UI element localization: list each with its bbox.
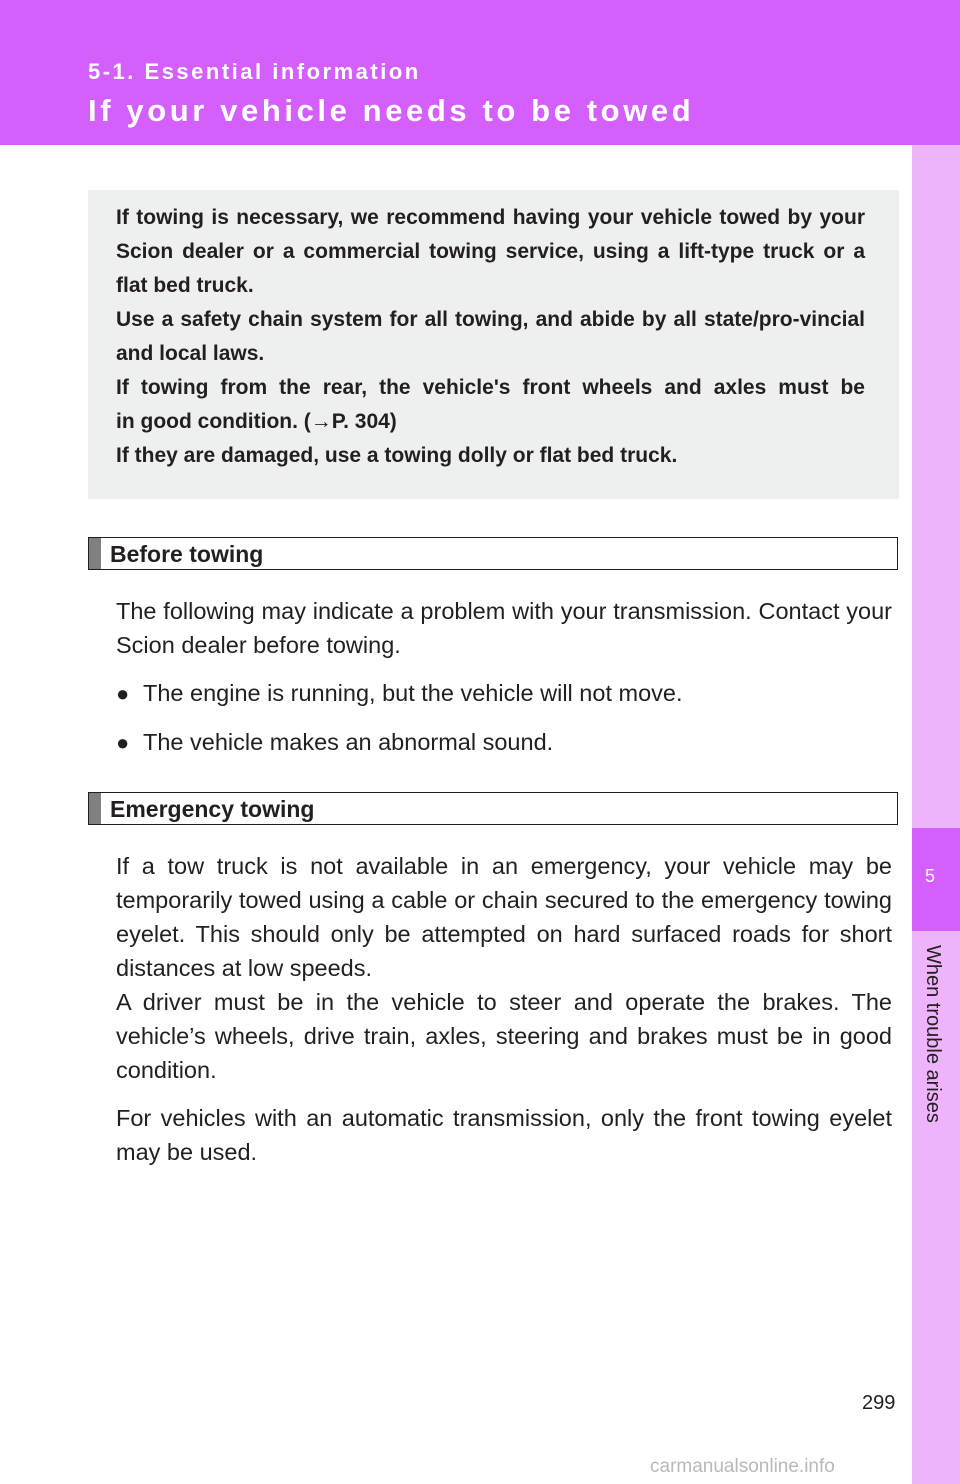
emergency-towing-text bbox=[116, 849, 892, 1169]
section-heading-before-towing bbox=[88, 537, 898, 570]
list-item-text: The vehicle makes an abnormal sound. bbox=[143, 729, 554, 755]
body-paragraph: For vehicles with an automatic transmission, only the front towing eyelet may be used. bbox=[116, 1105, 892, 1165]
arrow-icon: → bbox=[310, 410, 332, 433]
section-label: 5-1. Essential information bbox=[88, 59, 421, 84]
body-paragraph: A driver must be in the vehicle to steer and operate the brakes. The vehicle’s wheels, drive train, axles, steering and brakes must be in good condition. bbox=[116, 989, 892, 1083]
chapter-tab[interactable] bbox=[912, 828, 960, 931]
chapter-sidebar bbox=[912, 145, 960, 1484]
info-reference-line bbox=[116, 405, 865, 439]
heading-text: Before towing bbox=[110, 541, 264, 567]
info-paragraph: If towing is necessary, we recommend having your vehicle towed by your Scion dealer or a commercial towing service, using a lift-type truck or a flat bed truck. bbox=[116, 206, 865, 297]
page-number: 299 bbox=[862, 1392, 896, 1414]
section-heading-emergency-towing bbox=[88, 792, 898, 825]
info-paragraph: Use a safety chain system for all towing, and abide by all state/pro-vincial and local laws. bbox=[116, 308, 865, 365]
page-reference-link[interactable]: P. 304) bbox=[331, 410, 397, 433]
info-box-text bbox=[116, 201, 865, 473]
info-paragraph: If towing from the rear, the vehicle's front wheels and axles must be bbox=[116, 376, 865, 399]
bullet-icon: ● bbox=[116, 681, 130, 706]
chapter-title: When trouble arises bbox=[922, 945, 944, 1123]
watermark: carmanualsonline.info bbox=[650, 1456, 835, 1477]
heading-bar bbox=[89, 793, 101, 824]
list-item bbox=[116, 676, 683, 711]
list-item bbox=[116, 725, 553, 760]
heading-bar bbox=[89, 538, 101, 569]
page-title: If your vehicle needs to be towed bbox=[88, 93, 695, 128]
body-paragraph: If a tow truck is not available in an emergency, your vehicle may be temporarily towed using a cable or chain secured to the emergency towing eyelet. This should only be attempted on hard surfaced roads for short distances at low speeds. bbox=[116, 853, 892, 981]
list-item-text: The engine is running, but the vehicle will not move. bbox=[143, 680, 683, 706]
heading-text: Emergency towing bbox=[110, 796, 315, 822]
bullet-icon: ● bbox=[116, 730, 130, 755]
info-paragraph: If they are damaged, use a towing dolly or flat bed truck. bbox=[116, 444, 678, 467]
info-reference-prefix: in good condition. ( bbox=[116, 410, 311, 433]
page-header bbox=[0, 0, 960, 145]
chapter-number: 5 bbox=[924, 866, 935, 886]
before-towing-intro: The following may indicate a problem with your transmission. Contact your Scion dealer before towing. bbox=[116, 598, 892, 658]
